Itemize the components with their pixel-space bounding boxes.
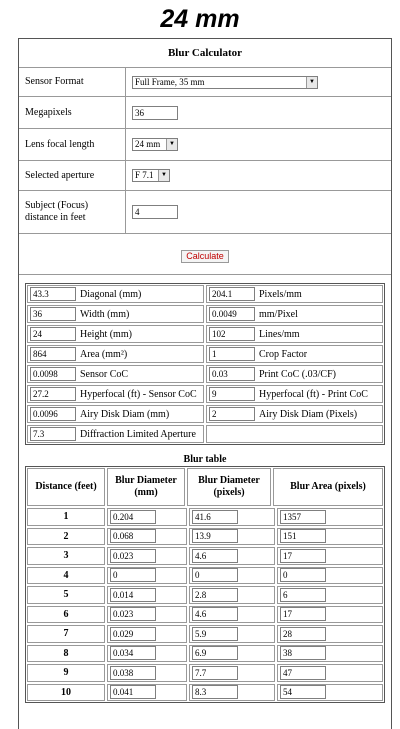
result-value-field[interactable]: 0.0096 xyxy=(30,407,76,421)
blur-cell xyxy=(107,567,187,585)
distance-cell: 1 xyxy=(27,508,105,526)
table-row xyxy=(26,683,384,703)
blur-cell xyxy=(189,684,275,702)
result-cell xyxy=(27,405,204,423)
table-row xyxy=(26,546,384,566)
blur-value-field[interactable]: 0.023 xyxy=(110,607,156,621)
blur-cell xyxy=(189,508,275,526)
blur-cell xyxy=(277,684,383,702)
blur-value-field[interactable]: 0.038 xyxy=(110,666,156,680)
blur-cell xyxy=(107,684,187,702)
blur-value-field[interactable]: 0.041 xyxy=(110,685,156,699)
header-distance: Distance (feet) xyxy=(27,468,105,506)
result-label: Area (mm²) xyxy=(80,348,128,360)
blur-value-field[interactable]: 8.3 xyxy=(192,685,238,699)
results-row xyxy=(26,424,384,444)
result-cell xyxy=(206,305,383,323)
result-value-field[interactable]: 864 xyxy=(30,347,76,361)
result-label: Crop Factor xyxy=(259,348,308,360)
distance-cell: 8 xyxy=(27,645,105,663)
blur-value-field[interactable]: 0.029 xyxy=(110,627,156,641)
result-label: Height (mm) xyxy=(80,328,132,340)
calculate-button[interactable]: Calculate xyxy=(181,250,229,263)
blur-cell xyxy=(107,664,187,682)
table-row xyxy=(26,644,384,664)
result-cell xyxy=(27,425,204,443)
blur-cell xyxy=(107,528,187,546)
result-value-field[interactable]: 36 xyxy=(30,307,76,321)
result-label: Hyperfocal (ft) - Print CoC xyxy=(259,388,368,400)
result-cell xyxy=(206,325,383,343)
blur-value-field[interactable]: 1357 xyxy=(280,510,326,524)
blur-cell xyxy=(189,547,275,565)
aperture-value: F 7.1 xyxy=(135,170,154,180)
sensor-format-row xyxy=(19,68,391,97)
results-row xyxy=(26,304,384,324)
megapixels-input[interactable]: 36 xyxy=(132,106,178,120)
blur-cell xyxy=(189,645,275,663)
focus-distance-label: Subject (Focus) distance in feet xyxy=(19,191,126,233)
result-label: Print CoC (.03/CF) xyxy=(259,368,336,380)
distance-cell: 5 xyxy=(27,586,105,604)
focal-length-value: 24 mm xyxy=(135,139,161,149)
header-blur-area: Blur Area (pixels) xyxy=(273,468,383,506)
focal-length-row xyxy=(19,129,391,161)
blur-cell xyxy=(107,645,187,663)
result-cell xyxy=(206,425,383,443)
chevron-down-icon[interactable]: ▼ xyxy=(158,170,169,181)
table-row xyxy=(26,527,384,547)
blur-value-field[interactable]: 151 xyxy=(280,529,326,543)
table-row xyxy=(26,507,384,527)
distance-cell: 4 xyxy=(27,567,105,585)
focal-length-label: Lens focal length xyxy=(19,129,126,160)
result-label: Pixels/mm xyxy=(259,288,302,300)
result-cell xyxy=(206,285,383,303)
blur-value-field[interactable]: 6 xyxy=(280,588,326,602)
aperture-select[interactable] xyxy=(132,169,170,182)
blur-value-field[interactable]: 5.9 xyxy=(192,627,238,641)
result-value-field[interactable]: 0.0098 xyxy=(30,367,76,381)
blur-value-field[interactable]: 0.014 xyxy=(110,588,156,602)
sensor-format-label: Sensor Format xyxy=(19,68,126,96)
blur-value-field[interactable]: 0 xyxy=(280,568,326,582)
blur-table-title: Blur table xyxy=(183,454,227,465)
megapixels-row xyxy=(19,97,391,129)
result-value-field[interactable]: 102 xyxy=(209,327,255,341)
result-cell xyxy=(27,285,204,303)
blur-cell xyxy=(277,567,383,585)
blur-value-field[interactable]: 38 xyxy=(280,646,326,660)
blur-cell xyxy=(277,547,383,565)
result-label: Diagonal (mm) xyxy=(80,288,142,300)
blur-cell xyxy=(277,586,383,604)
distance-cell: 10 xyxy=(27,684,105,702)
result-label: Airy Disk Diam (Pixels) xyxy=(259,408,358,420)
blur-cell xyxy=(107,606,187,624)
result-value-field[interactable]: 2 xyxy=(209,407,255,421)
result-cell xyxy=(206,365,383,383)
blur-value-field[interactable]: 0 xyxy=(110,568,156,582)
blur-cell xyxy=(107,625,187,643)
result-cell xyxy=(27,345,204,363)
blur-value-field[interactable]: 4.6 xyxy=(192,549,238,563)
blur-table xyxy=(25,466,385,703)
result-cell xyxy=(206,345,383,363)
results-row xyxy=(26,284,384,304)
blur-value-field[interactable]: 54 xyxy=(280,685,326,699)
blur-value-field[interactable]: 0.068 xyxy=(110,529,156,543)
blur-value-field[interactable]: 0 xyxy=(192,568,238,582)
blur-value-field[interactable]: 0.204 xyxy=(110,510,156,524)
header-blur-mm: Blur Diameter (mm) xyxy=(107,468,185,506)
focus-distance-row xyxy=(19,191,391,234)
result-cell xyxy=(206,405,383,423)
result-value-field[interactable]: 204.1 xyxy=(209,287,255,301)
blur-cell xyxy=(107,586,187,604)
result-label: Hyperfocal (ft) - Sensor CoC xyxy=(80,388,197,400)
blur-value-field[interactable]: 7.7 xyxy=(192,666,238,680)
result-label: Width (mm) xyxy=(80,308,130,320)
distance-cell: 7 xyxy=(27,625,105,643)
blur-cell xyxy=(107,547,187,565)
chevron-down-icon[interactable]: ▼ xyxy=(166,139,177,150)
blur-cell xyxy=(107,508,187,526)
results-row xyxy=(26,384,384,404)
results-row xyxy=(26,364,384,384)
aperture-row xyxy=(19,161,391,191)
calculate-row xyxy=(19,238,391,275)
chevron-down-icon[interactable]: ▼ xyxy=(306,77,317,88)
blur-calculator xyxy=(18,38,392,729)
sensor-format-select[interactable] xyxy=(132,76,318,89)
result-value-field[interactable]: 24 xyxy=(30,327,76,341)
result-value-field[interactable]: 7.3 xyxy=(30,427,76,441)
blur-value-field[interactable]: 41.6 xyxy=(192,510,238,524)
page-heading: 24 mm xyxy=(160,5,240,33)
result-cell xyxy=(206,385,383,403)
blur-cell xyxy=(189,606,275,624)
blur-cell xyxy=(189,625,275,643)
blur-value-field[interactable]: 13.9 xyxy=(192,529,238,543)
blur-cell xyxy=(277,664,383,682)
blur-value-field[interactable]: 6.9 xyxy=(192,646,238,660)
result-cell xyxy=(27,365,204,383)
blur-value-field[interactable]: 0.034 xyxy=(110,646,156,660)
distance-cell: 9 xyxy=(27,664,105,682)
result-label: Sensor CoC xyxy=(80,368,129,380)
result-cell xyxy=(27,325,204,343)
blur-cell xyxy=(189,567,275,585)
calculator-title: Blur Calculator xyxy=(19,39,391,68)
blur-table-header xyxy=(26,467,384,507)
result-label: Lines/mm xyxy=(259,328,300,340)
table-row xyxy=(26,585,384,605)
blur-cell xyxy=(189,664,275,682)
result-value-field[interactable]: 0.03 xyxy=(209,367,255,381)
results-row xyxy=(26,344,384,364)
result-value-field[interactable]: 0.0049 xyxy=(209,307,255,321)
blur-cell xyxy=(277,606,383,624)
result-value-field[interactable]: 1 xyxy=(209,347,255,361)
distance-cell: 3 xyxy=(27,547,105,565)
result-value-field[interactable]: 27.2 xyxy=(30,387,76,401)
result-cell xyxy=(27,385,204,403)
blur-cell xyxy=(277,645,383,663)
table-row xyxy=(26,566,384,586)
blur-cell xyxy=(277,508,383,526)
result-value-field[interactable]: 9 xyxy=(209,387,255,401)
blur-cell xyxy=(189,586,275,604)
results-table xyxy=(25,283,385,445)
focal-length-select[interactable] xyxy=(132,138,178,151)
aperture-label: Selected aperture xyxy=(19,161,126,190)
blur-value-field[interactable]: 17 xyxy=(280,549,326,563)
table-row xyxy=(26,605,384,625)
distance-cell: 2 xyxy=(27,528,105,546)
result-cell xyxy=(27,305,204,323)
header-blur-pixels: Blur Diameter (pixels) xyxy=(187,468,271,506)
blur-cell xyxy=(277,528,383,546)
table-row xyxy=(26,663,384,683)
blur-cell xyxy=(189,528,275,546)
result-label: Airy Disk Diam (mm) xyxy=(80,408,170,420)
blur-value-field[interactable]: 4.6 xyxy=(192,607,238,621)
result-value-field[interactable]: 43.3 xyxy=(30,287,76,301)
megapixels-label: Megapixels xyxy=(19,97,126,128)
blur-value-field[interactable]: 0.023 xyxy=(110,549,156,563)
result-label: Diffraction Limited Aperture xyxy=(80,428,196,440)
result-label: mm/Pixel xyxy=(259,308,298,320)
blur-value-field[interactable]: 17 xyxy=(280,607,326,621)
results-row xyxy=(26,324,384,344)
table-row xyxy=(26,624,384,644)
distance-cell: 6 xyxy=(27,606,105,624)
focus-distance-input[interactable]: 4 xyxy=(132,205,178,219)
blur-value-field[interactable]: 2.8 xyxy=(192,588,238,602)
results-row xyxy=(26,404,384,424)
sensor-format-value: Full Frame, 35 mm xyxy=(135,76,205,87)
blur-cell xyxy=(277,625,383,643)
blur-value-field[interactable]: 28 xyxy=(280,627,326,641)
blur-value-field[interactable]: 47 xyxy=(280,666,326,680)
